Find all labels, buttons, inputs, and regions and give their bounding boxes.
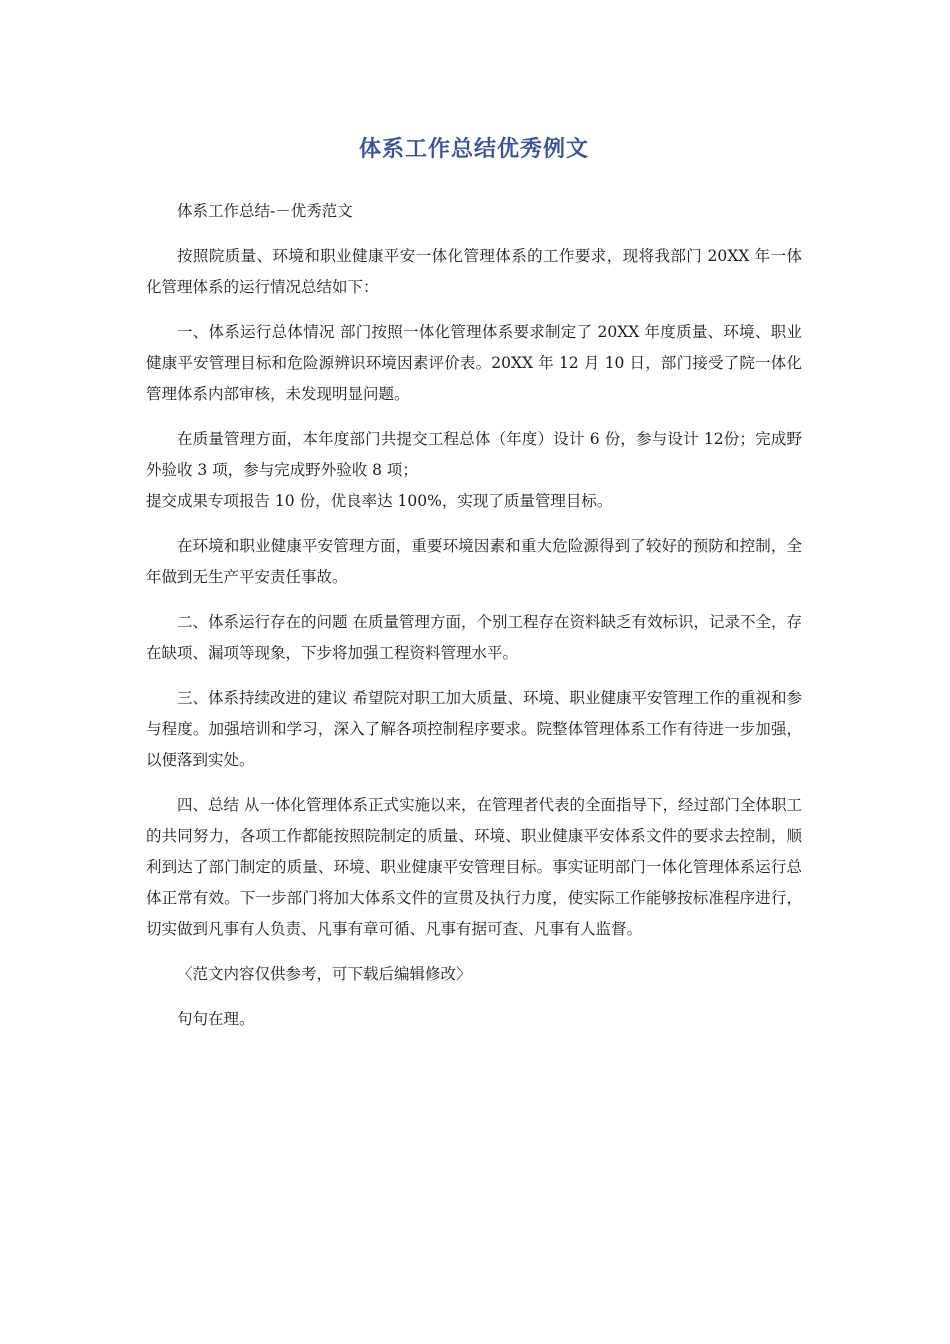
document-title: 体系工作总结优秀例文 [358, 137, 589, 162]
intro-paragraph: 按照院质量、环境和职业健康平安一体化管理体系的工作要求，现将我部门 20XX 年一体化管理体系的运行情况总结如下： [146, 247, 802, 296]
section-4-paragraph: 四、总结 从一体化管理体系正式实施以来，在管理者代表的全面指导下，经过部门全体职工的共同努力，各项工作都能按照院制定的质量、环境、职业健康平安体系文件的要求去控制，顺利到达了部门制定的质量、环境、职业健康平安管理目标。事实证明部门一体化管理体系运行总体正常有效。下一步部门将加大体系文件的宣贯及执行力度，使实际工作能够按标准程序进行，切实做到凡事有人负责、凡事有章可循、凡事有据可查、凡事有人监督。 [146, 796, 802, 938]
quality-paragraph: 在质量管理方面，本年度部门共提交工程总体（年度）设计 6 份，参与设计 12份；完成野外验收 3 项，参与完成野外验收 8 项； [146, 430, 802, 479]
section-1-paragraph: 一、体系运行总体情况 部门按照一体化管理体系要求制定了 20XX 年度质量、环境、职业健康平安管理目标和危险源辨识环境因素评价表。20XX 年 12 月 10 日，部门接受了院一体化管理体系内部审核，未发现明显问题。 [146, 323, 802, 403]
document-page [146, 130, 802, 1049]
document-subtitle: 体系工作总结-－优秀范文 [177, 202, 353, 220]
environment-paragraph: 在环境和职业健康平安管理方面，重要环境因素和重大危险源得到了较好的预防和控制，全年做到无生产平安责任事故。 [146, 537, 802, 586]
quality-paragraph-line2: 提交成果专项报告 10 份，优良率达 100%，实现了质量管理目标。 [146, 492, 613, 510]
closing-line: 句句在理。 [177, 1010, 255, 1028]
reference-note: 〈范文内容仅供参考，可下载后编辑修改〉 [177, 965, 472, 983]
quality-block [146, 424, 802, 517]
section-2-paragraph: 二、体系运行存在的问题 在质量管理方面，个别工程存在资料缺乏有效标识，记录不全，存在缺项、漏项等现象，下步将加强工程资料管理水平。 [146, 613, 802, 662]
section-3-paragraph: 三、体系持续改进的建议 希望院对职工加大质量、环境、职业健康平安管理工作的重视和参与程度。加强培训和学习，深入了解各项控制程序要求。院整体管理体系工作有待进一步加强，以便落到实处。 [146, 689, 802, 769]
